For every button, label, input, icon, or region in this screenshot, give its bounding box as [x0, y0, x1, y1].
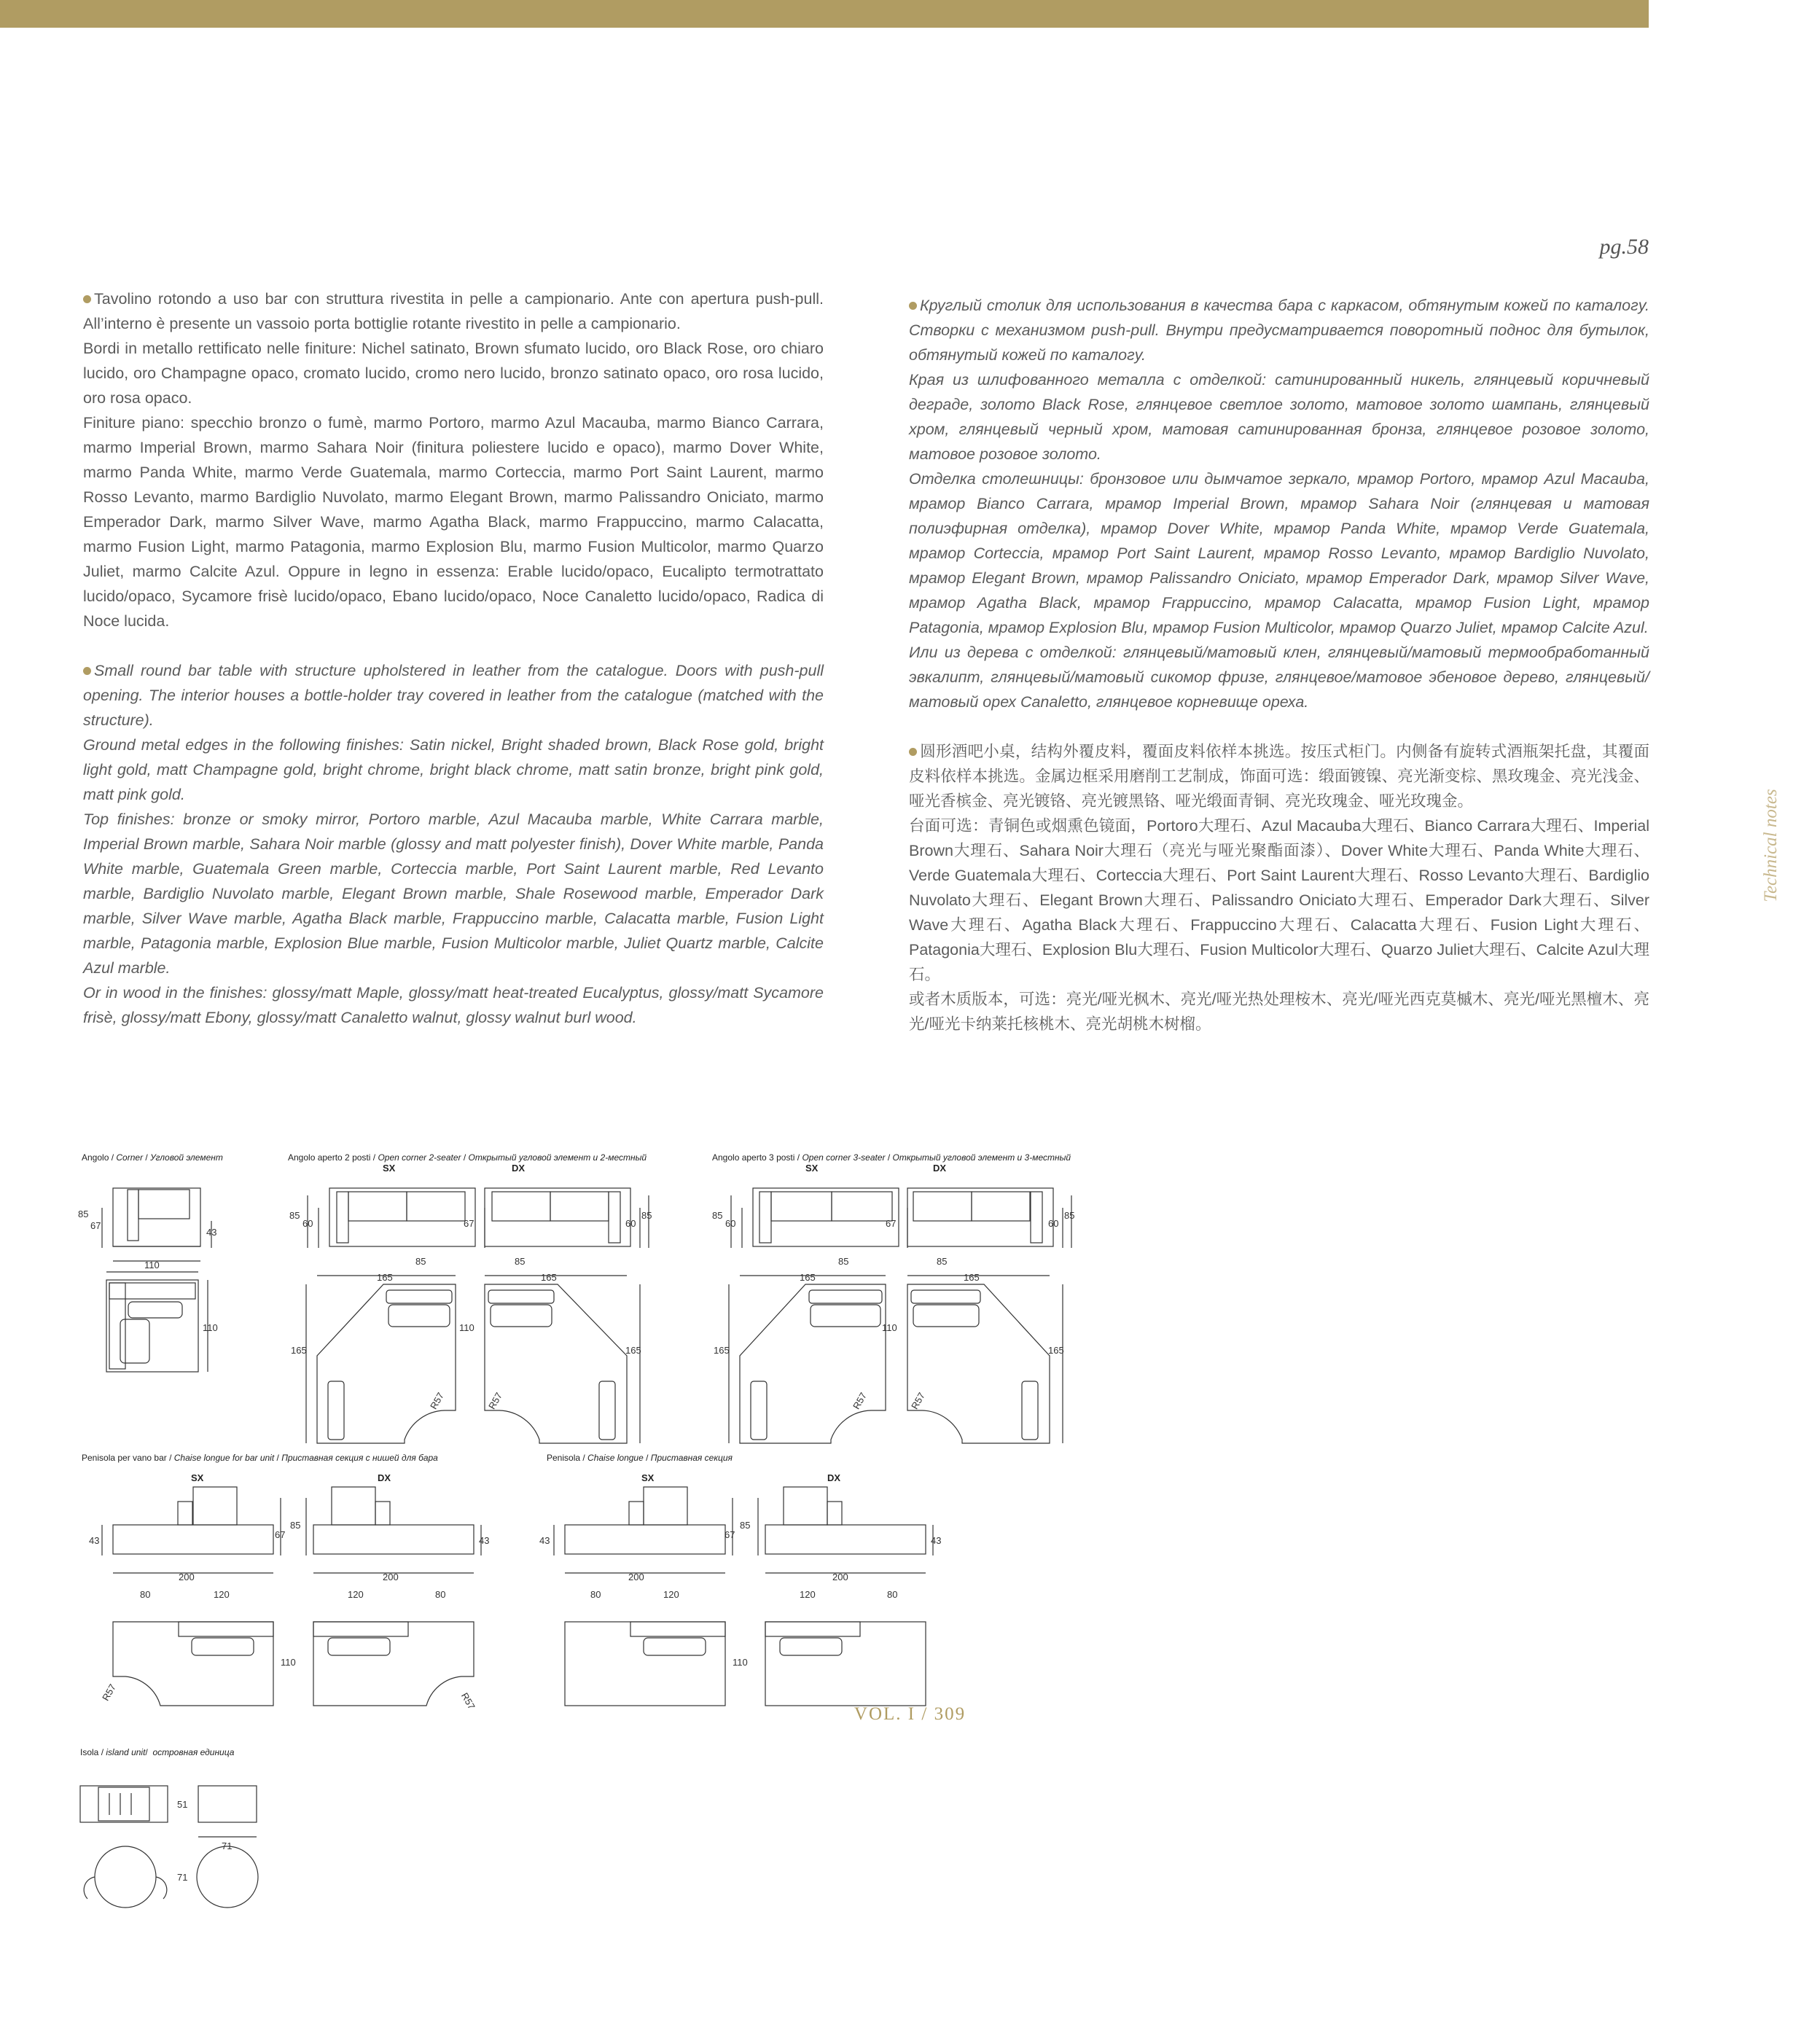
dimension-label: 67 — [464, 1218, 474, 1229]
dimension-label: R57 — [100, 1682, 119, 1703]
dimension-label: 165 — [377, 1272, 393, 1283]
dimension-label: 43 — [206, 1227, 217, 1238]
dimension-label: 110 — [882, 1322, 897, 1333]
open3-dx-marker: DX — [933, 1163, 947, 1174]
dimension-label: 120 — [800, 1589, 816, 1600]
label-island: Isola / island unit/ островная единица — [80, 1747, 235, 1757]
it-edges: Bordi in metallo rettificato nelle finiture: Nichel satinato, Brown sfumato lucido, oro Black Rose, oro chiaro lucido, oro Champagne opaco, cromato lucido, cromo nero lucido, bronzo satinato opaco, oro rosa lucido, oro rosa opaco. — [83, 340, 824, 407]
dimension-label: R57 — [851, 1390, 870, 1411]
open3-dx-plan-view — [907, 1276, 1063, 1443]
label-chaise-bar: Penisola per vano bar / Chaise longue for bar unit / Приставная секция с нишей для бара — [82, 1453, 438, 1463]
dimension-label: 43 — [931, 1535, 942, 1546]
dimension-labels — [78, 1209, 1074, 1883]
it-tops: Finiture piano: specchio bronzo o fumè, marmo Portoro, marmo Azul Macauba, marmo Bianco Carrara, marmo Imperial Brown, marmo Sahara Noir (finitura poliestere lucido e opaco), marmo Dover White, marmo Panda White, marmo Verde Guatemala, marmo Corteccia, marmo Port Saint Laurent, marmo Rosso Levanto, marmo Bardiglio Nuvolato, marmo Elegant Brown, marmo Palissandro Oniciato, marmo Emperador Dark, marmo Silver Wave, marmo Agatha Black, marmo Frappuccino, marmo Calacatta, marmo Fusion Light, marmo Patagonia, marmo Explosion Blu, marmo Fusion Multicolor, marmo Quarzo Juliet, marmo Calcite Azul. Oppure in legno in essenza: Erable lucido/opaco, Eucalipto termotrattato lucido/opaco, Sycamore frisè lucido/opaco, Ebano lucido/opaco, Noce Canaletto lucido/opaco, Radica di Noce lucida. — [83, 414, 824, 630]
dimension-label: 120 — [348, 1589, 364, 1600]
chaise-bar-dx-views — [306, 1487, 481, 1706]
open3-sx-plan-view — [729, 1276, 886, 1443]
dimension-label: 165 — [964, 1272, 980, 1283]
dimension-label: 110 — [459, 1322, 474, 1333]
label-chaise: Penisola / Chaise longue / Приставная секция — [547, 1453, 733, 1463]
dimension-label: 60 — [725, 1218, 736, 1229]
en-edges: Ground metal edges in the following finishes: Satin nickel, Bright shaded brown, Black Rose gold, bright light gold, matt Champagne gold, bright chrome, bright black chrome, matt satin bronze, bright pink gold, matt pink gold. — [83, 736, 824, 803]
zh-tops: 台面可选：青铜色或烟熏色镜面，Portoro大理石、Azul Macauba大理石、Bianco Carrara大理石、Imperial Brown大理石、Sahara Noir大理石（亮光与哑光聚酯面漆）、Dover White大理石、Panda White大理石、Verde Guatemala大理石、Corteccia大理石、Port Saint Laurent大理石、Rosso Levanto大理石、Bardiglio Nuvolato大理石、Elegant Brown大理石、Palissandro Oniciato大理石、Emperador Dark大理石、Silver Wave大理石、Agatha Black大理石、Frappuccino大理石、Calacatta大理石、Fusion Light大理石、Patagonia大理石、Explosion Blu大理石、Fusion Multicolor大理石、Quarzo Juliet大理石、Calcite Azul大理石。 — [909, 817, 1649, 983]
open2-sx-plan-view — [306, 1276, 456, 1443]
chaise-sx-views — [554, 1487, 733, 1706]
dimension-label: 165 — [291, 1345, 307, 1356]
dimension-label: 60 — [1048, 1218, 1059, 1229]
dimension-label: R57 — [428, 1390, 447, 1411]
en-wood: Or in wood in the finishes: glossy/matt Maple, glossy/matt heat-treated Eucalyptus, glossy/matt Sycamore frisè, glossy/matt Ebony, glossy/matt Canaletto walnut, glossy walnut burl wood. — [83, 984, 824, 1026]
dimension-label: 67 — [90, 1220, 101, 1231]
dimension-label: R57 — [909, 1390, 928, 1411]
dimension-label: 85 — [1064, 1210, 1075, 1221]
dimension-label: 85 — [712, 1210, 723, 1221]
dimension-label: 200 — [383, 1572, 399, 1582]
label-open-corner-2: Angolo aperto 2 posti / Open corner 2-seater / Открытый угловой элемент и 2-местный — [288, 1152, 647, 1163]
dimension-label: 60 — [625, 1218, 636, 1229]
en-tops: Top finishes: bronze or smoky mirror, Portoro marble, Azul Macauba marble, White Carrara marble, Imperial Brown marble, Sahara Noir marble (glossy and matt polyester finish), Dover White marble, Panda White marble, Guatemala Green marble, Corteccia marble, Port Saint Laurent marble, Red Levanto marble, Bardiglio Nuvolato marble, Elegant Brown marble, Shale Rosewood marble, Emperador Dark marble, Silver Wave marble, Agatha Black marble, Frappuccino marble, Calacatta marble, Fusion Light marble, Patagonia marble, Explosion Blue marble, Fusion Multicolor marble, Juliet Quartz marble, Calcite Azul marble. — [83, 811, 824, 977]
dimension-label: 110 — [733, 1657, 748, 1668]
dimension-label: 165 — [1048, 1345, 1064, 1356]
open2-sx-marker: SX — [383, 1163, 396, 1174]
open3-sx-front-view — [731, 1188, 907, 1248]
ru-intro: Круглый столик для использования в качества бара с каркасом, обтянутым кожей по каталогу. Створки с механизмом push-pull. Внутри предусматривается поворотный поднос для бутылок, обтянутый кожей по каталогу. — [909, 297, 1649, 364]
corner-plan-view — [106, 1272, 208, 1372]
dimension-label: 110 — [281, 1657, 296, 1668]
dimension-label: 80 — [435, 1589, 446, 1600]
dimension-label: 110 — [144, 1260, 160, 1270]
zh-intro: 圆形酒吧小桌，结构外覆皮料，覆面皮料依样本挑选。按压式柜门。内侧备有旋转式酒瓶架托盘，其覆面皮料依样本挑选。金属边框采用磨削工艺制成，饰面可选：缎面镀镍、亮光渐变棕、黑玫瑰金、亮光浅金、哑光香槟金、亮光镀铬、亮光镀黑铬、哑光缎面青铜、亮光玫瑰金、哑光玫瑰金。 — [909, 743, 1649, 810]
dimension-label: 43 — [479, 1535, 490, 1546]
open3-dx-front-view — [907, 1188, 1071, 1248]
chaise-bar-sx-views — [102, 1487, 281, 1706]
ru-edges: Края из шлифованного металла с отделкой: сатинированный никель, глянцевый коричневый деграде, золото Black Rose, глянцевое светлое золото, матовое золото шампань, глянцевый хром, глянцевый черный хром, матовая сатинированная бронза, глянцевое розовое золото, матовое розовое золото. — [909, 371, 1649, 463]
footer-volume: VOL. I / 309 — [854, 1704, 966, 1724]
dimension-label: 85 — [515, 1256, 526, 1267]
en-intro: Small round bar table with structure upholstered in leather from the catalogue. Doors with push-pull opening. The interior houses a bottle-holder tray covered in leather from the catalogue (matched with the structure). — [83, 662, 824, 729]
dimension-label: 120 — [214, 1589, 230, 1600]
page-reference: pg.58 — [1599, 235, 1649, 259]
ru-wood: Или из дерева с отделкой: глянцевый/матовый клен, глянцевый/матовый термообработанный эвкалипт, глянцевый/матовый сикомор фризе, глянцевое/матовое эбеновое дерево, глянцевый/матовый орех Canaletto, глянцевое корневище ореха. — [909, 644, 1649, 711]
dimension-label: R57 — [486, 1390, 505, 1411]
dimension-label: 67 — [275, 1529, 286, 1540]
chaise-bar-dx-marker: DX — [378, 1472, 391, 1483]
dimension-label: 85 — [415, 1256, 426, 1267]
dimension-label: 85 — [290, 1520, 301, 1531]
dimension-label: 71 — [222, 1840, 233, 1851]
chaise-bar-sx-marker: SX — [191, 1472, 204, 1483]
dimension-label: 51 — [177, 1799, 188, 1810]
ru-tops: Отделка столешницы: бронзовое или дымчатое зеркало, мрамор Portoro, мрамор Azul Macauba, мрамор Bianco Carrara, мрамор Imperial Brown, мрамор Sahara Noir (глянцевая и матовая полиэфирная отделка), мрамор Dover White, мрамор Panda White, мрамор Verde Guatemala, мрамор Corteccia, мрамор Port Saint Laurent, мрамор Rosso Levanto, мрамор Bardiglio Nuvolato, мрамор Elegant Brown, мрамор Palissandro Oniciato, мрамор Emperador Dark, мрамор Silver Wave, мрамор Agatha Black, мрамор Frappuccino, мрамор Calacatta, мрамор Fusion Light, мрамор Patagonia, мрамор Explosion Blu, мрамор Fusion Multicolor, мрамор Quarzo Juliet, мрамор Calcite Azul. — [909, 470, 1649, 636]
dimension-label: 80 — [887, 1589, 898, 1600]
chaise-sx-marker: SX — [641, 1472, 655, 1483]
chaise-dx-views — [758, 1487, 933, 1706]
dimension-label: 60 — [302, 1218, 313, 1229]
dimension-label: 165 — [714, 1345, 730, 1356]
dimension-label: 85 — [838, 1256, 849, 1267]
open2-dx-front-view — [485, 1188, 649, 1248]
dimension-label: 80 — [590, 1589, 601, 1600]
label-corner: Angolo / Corner / Угловой элемент — [82, 1152, 223, 1163]
dimension-label: 80 — [140, 1589, 151, 1600]
dimension-label: 67 — [886, 1218, 897, 1229]
dimension-label: 120 — [663, 1589, 679, 1600]
dimension-label: 200 — [832, 1572, 848, 1582]
zh-wood: 或者木质版本，可选：亮光/哑光枫木、亮光/哑光热处理桉木、亮光/哑光西克莫槭木、亮光/哑光黑檀木、亮光/哑光卡纳莱托核桃木、亮光胡桃木树榴。 — [909, 991, 1649, 1033]
dimension-label: 71 — [177, 1872, 188, 1883]
open2-dx-plan-view — [485, 1276, 640, 1443]
dimension-label: 85 — [78, 1209, 89, 1219]
open3-sx-marker: SX — [805, 1163, 819, 1174]
it-intro: Tavolino rotondo a uso bar con struttura rivestita in pelle a campionario. Ante con apertura push-pull. All’interno è presente un vassoio porta bottiglie rotante rivestito in pelle a campionario. — [83, 290, 824, 332]
dimension-label: 200 — [628, 1572, 644, 1582]
open2-sx-front-view — [308, 1188, 485, 1248]
dimension-label: 85 — [740, 1520, 751, 1531]
dimension-label: 43 — [89, 1535, 100, 1546]
dimension-label: 165 — [541, 1272, 557, 1283]
label-open-corner-3: Angolo aperto 3 posti / Open corner 3-seater / Открытый угловой элемент и 3-местный — [712, 1152, 1071, 1163]
side-label: Technical notes — [1761, 789, 1781, 902]
dimension-label: 85 — [641, 1210, 652, 1221]
dimension-label: 110 — [203, 1322, 218, 1333]
dimension-label: 85 — [937, 1256, 948, 1267]
dimension-label: 67 — [725, 1529, 735, 1540]
dimension-label: 43 — [539, 1535, 550, 1546]
open2-dx-marker: DX — [512, 1163, 526, 1174]
dimension-label: 200 — [179, 1572, 195, 1582]
dimension-label: R57 — [458, 1690, 477, 1711]
dimension-label: 85 — [289, 1210, 300, 1221]
corner-front-view — [102, 1188, 211, 1261]
dimension-label: 165 — [800, 1272, 816, 1283]
chaise-dx-marker: DX — [827, 1472, 841, 1483]
dimension-label: 165 — [625, 1345, 641, 1356]
